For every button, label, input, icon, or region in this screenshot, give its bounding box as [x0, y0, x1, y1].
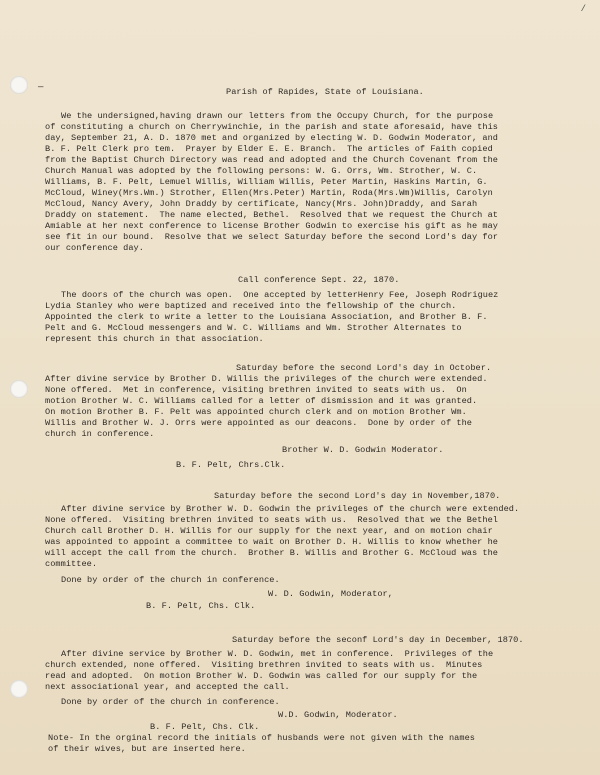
intro-line: Williams, B. F. Pelt, Lemuel Willis, William Willis, Peter Martin, Haskins Martin, G. [45, 177, 488, 187]
call-line: The doors of the church was open. One accepted by letterHenry Fee, Joseph Rodriguez [61, 290, 499, 300]
clerk-signature: B. F. Pelt, Chrs.Clk. [176, 460, 286, 470]
november-line: committee. [45, 559, 98, 569]
call-line: represent this church in that association. [45, 334, 264, 344]
clerk-signature: B. F. Pelt, Chs. Clk. [150, 722, 260, 732]
october-line: motion Brother W. C. Williams called for a letter of dismission and it was granted. [45, 396, 478, 406]
december-line: next associational year, and accepted the call. [45, 682, 290, 692]
section-heading: Call conference Sept. 22, 1870. [238, 275, 400, 285]
call-line: Pelt and G. McCloud messengers and W. C. Williams and Wm. Strother Alternates to [45, 323, 462, 333]
intro-line: B. F. Pelt Clerk pro tem. Prayer by Elder E. E. Branch. The articles of Faith copied [45, 144, 493, 154]
intro-line: our conference day. [45, 243, 144, 253]
punch-hole [10, 76, 28, 94]
october-line: After divine service by Brother D. Willis the privileges of the church were extended. [45, 374, 488, 384]
december-line: After divine service by Brother W. D. Godwin, met in conference. Privileges of the [61, 649, 494, 659]
november-line: was appointed to appoint a committee to wait on Brother D. H. Willis to know whether he [45, 537, 499, 547]
section-heading: Saturday before the seconf Lord's day in December, 1870. [232, 635, 524, 645]
intro-line: Church Manual was adopted by the following persons: W. G. Orrs, Wm. Strother, W. C. [45, 166, 478, 176]
november-line: After divine service by Brother W. D. Godwin the privileges of the church were extended. [61, 504, 520, 514]
moderator-signature: Brother W. D. Godwin Moderator. [282, 445, 444, 455]
intro-line: Amiable at her next conference to license Brother Godwin to exercise his gift as he may [45, 221, 499, 231]
punch-hole [10, 680, 28, 698]
november-line: None offered. Visiting brethren invited to seats with us. Resolved that we the Bethel [45, 515, 499, 525]
intro-line: day, September 21, A. D. 1870 met and organized by electing W. D. Godwin Moderator, and [45, 133, 499, 143]
note-line: of their wives, but are inserted here. [48, 744, 246, 754]
done-line: Done by order of the church in conference. [61, 575, 280, 585]
note-line: Note- In the orginal record the initials of husbands were not given with the names [48, 733, 475, 743]
intro-line: McCloud, Winey(Mrs.Wm.) Strother, Ellen(Mrs.Peter) Martin, Roda(Mrs.Wm)Willis, Carolyn [45, 188, 493, 198]
december-line: church extended, none offered. Visiting brethren invited to seats with us. Minutes [45, 660, 483, 670]
punch-hole [10, 380, 28, 398]
moderator-signature: W.D. Godwin, Moderator. [278, 710, 398, 720]
intro-line: McCloud, Nancy Avery, John Draddy by certificate, Nancy(Mrs. John)Draddy, and Sarah [45, 199, 478, 209]
corner-mark: / [580, 4, 586, 14]
december-line: read and adopted. On motion Brother W. D. Godwin was called for our supply for the [45, 671, 478, 681]
intro-line: of constituting a church on Cherrywinchie, in the parish and state aforesaid, have this [45, 122, 499, 132]
clerk-signature: B. F. Pelt, Chs. Clk. [146, 601, 256, 611]
document-header: Parish of Rapides, State of Louisiana. [226, 87, 424, 97]
intro-line: We the undersigned,having drawn our letters from the Occupy Church, for the purpose [61, 111, 494, 121]
october-line: Willis and Brother W. J. Orrs were appointed as our deacons. Done by order of the [45, 418, 472, 428]
intro-line: Draddy on statement. The name elected, Bethel. Resolved that we request the Church at [45, 210, 499, 220]
november-line: Church call Brother D. H. Willis for our supply for the next year, and on motion chair [45, 526, 493, 536]
october-line: None offered. Met in conference, visiting brethren invited to seats with us. On [45, 385, 467, 395]
october-line: On motion Brother B. F. Pelt was appointed church clerk and on motion Brother Wm. [45, 407, 467, 417]
november-line: will accept the call from the church. Brother B. Willis and Brother G. McCloud was the [45, 548, 499, 558]
margin-mark: — [38, 82, 44, 92]
intro-line: from the Baptist Church Directory was read and adopted and the Church Covenant from the [45, 155, 499, 165]
october-line: church in conference. [45, 429, 155, 439]
moderator-signature: W. D. Godwin, Moderator, [268, 589, 393, 599]
done-line: Done by order of the church in conference. [61, 697, 280, 707]
call-line: Lydia Stanley who were baptized and received into the fellowship of the church. [45, 301, 457, 311]
intro-line: see fit in our bound. Resolve that we select Saturday before the second Lord's day for [45, 232, 499, 242]
section-heading: Saturday before the second Lord's day in October. [236, 363, 492, 373]
call-line: Appointed the clerk to write a letter to the Louisiana Association, and Brother B. F. [45, 312, 488, 322]
section-heading: Saturday before the second Lord's day in November,1870. [214, 491, 501, 501]
